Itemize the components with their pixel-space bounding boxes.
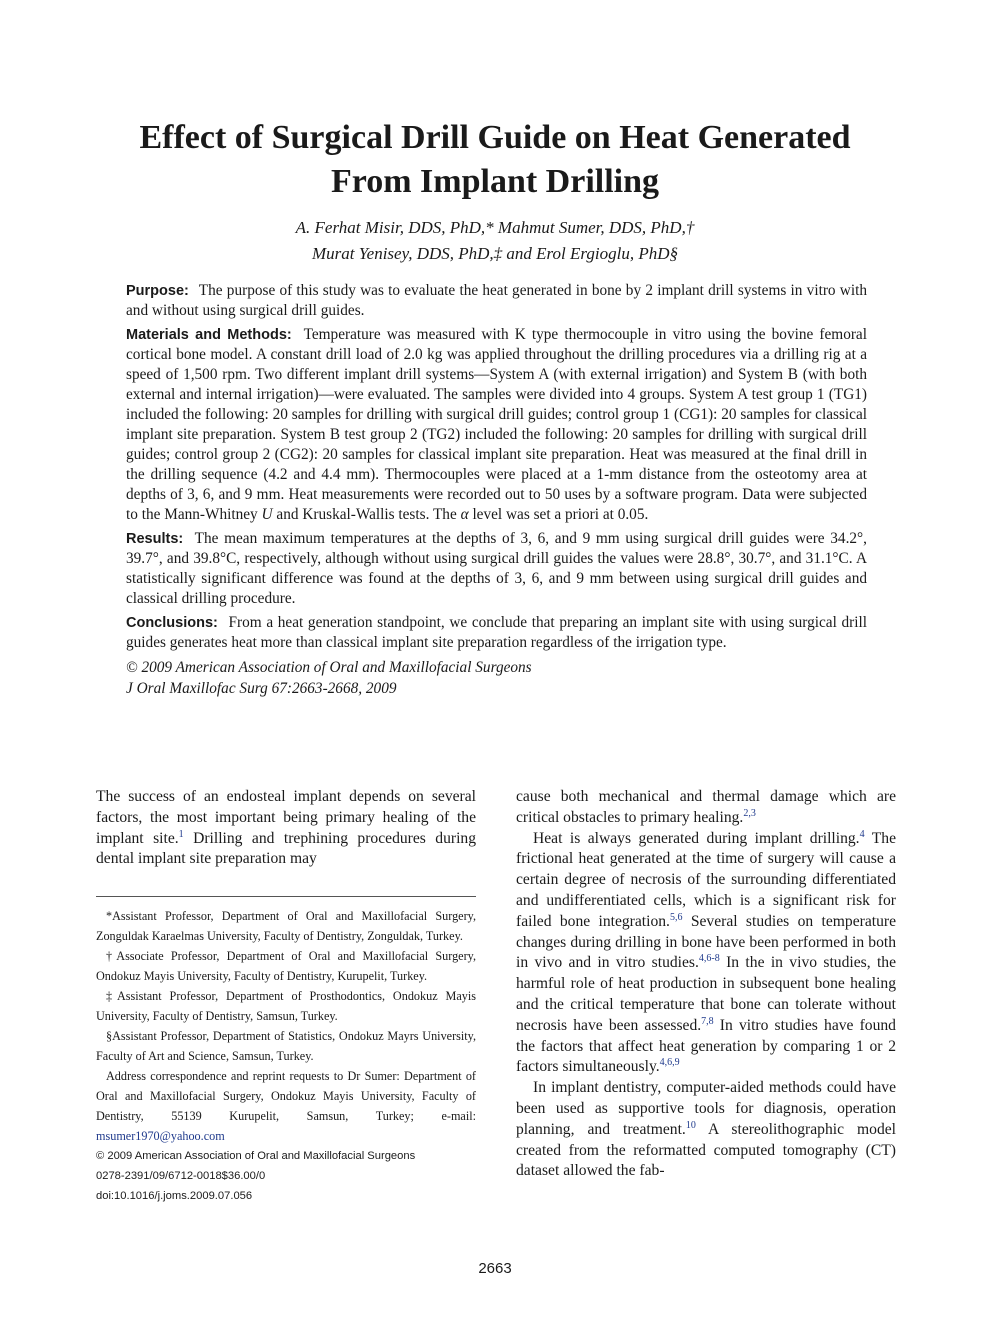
abstract-purpose bbox=[126, 281, 867, 321]
abstract bbox=[126, 281, 867, 699]
footnote: *Assistant Professor, Department of Oral and Maxillofacial Surgery, Zonguldak Karaelmas University, Faculty of Dentistry, Zonguldak, Turkey. bbox=[96, 909, 476, 943]
footnote-text: Address correspondence and reprint requests to Dr Sumer: Department of Oral and Maxillofacial Surgery, Ondokuz Mayis University, Faculty of Dentistry, 55139 Kurupelit, Samsun, Turkey; e-mail: bbox=[96, 1069, 476, 1123]
journal-citation: J Oral Maxillofac Surg 67:2663-2668, 2009 bbox=[126, 680, 397, 697]
reference-link[interactable]: 1 bbox=[178, 828, 184, 840]
body-text: The frictional heat generated at the time of surgery will cause a certain degree of necrosis of the surrounding differentiated and undifferentiated cells, which is a significant risk for failed bone integration. bbox=[516, 829, 896, 930]
reference-link[interactable]: 10 bbox=[685, 1119, 696, 1131]
abstract-text: The mean maximum temperatures at the depths of 3, 6, and 9 mm using surgical drill guides were 34.2°, 39.7°, and 39.8°C, respectively, although without using surgical drill guides the values were 28.8°, 30.7°, and 31.1°C. A statistically significant difference was found at the depths of 3, 6, and 9 mm between using surgical drill guides and classical drilling procedure. bbox=[126, 530, 867, 607]
page-number: 2663 bbox=[478, 1260, 512, 1277]
doi[interactable]: doi:10.1016/j.joms.2009.07.056 bbox=[96, 1190, 253, 1202]
section-label: Results: bbox=[126, 531, 184, 547]
body-paragraph bbox=[516, 787, 896, 829]
body-text: Several studies on temperature changes during drilling in bone have been performed in both in vivo and in vitro studies. bbox=[516, 912, 896, 972]
reference-link[interactable]: 4,6,9 bbox=[659, 1057, 680, 1069]
body-column-right bbox=[516, 787, 896, 1182]
author-line: Murat Yenisey, DDS, PhD,‡ and Erol Ergioglu, PhD§ bbox=[312, 244, 678, 263]
footnote: †Associate Professor, Department of Oral and Maxillofacial Surgery, Ondokuz Mayis University, Faculty of Dentistry, Kurupelit, Turkey. bbox=[96, 949, 476, 983]
abstract-text: The purpose of this study was to evaluate the heat generated in bone by 2 implant drill systems in vitro with and without using surgical drill guides. bbox=[126, 282, 867, 319]
footnote-address bbox=[96, 1066, 476, 1146]
section-label: Conclusions: bbox=[126, 615, 218, 631]
section-label: Purpose: bbox=[126, 283, 189, 299]
body-text: A stereolithographic model created from the reformatted computed tomography (CT) dataset allowed the fab- bbox=[516, 1120, 897, 1180]
publisher-copyright: © 2009 American Association of Oral and Maxillofacial Surgeons bbox=[96, 1150, 416, 1162]
body-column-left bbox=[96, 787, 476, 870]
reference-link[interactable]: 2,3 bbox=[743, 807, 756, 819]
body-text: Heat is always generated during implant drilling. bbox=[533, 829, 860, 847]
body-text: In implant dentistry, computer-aided methods could have been used as supportive tools for diagnosis, operation planning, and treatment. bbox=[516, 1079, 896, 1138]
reference-link[interactable]: 4 bbox=[859, 828, 865, 840]
footnotes bbox=[96, 906, 476, 1206]
author-line: A. Ferhat Misir, DDS, PhD,* Mahmut Sumer, DDS, PhD,† bbox=[295, 218, 695, 237]
footnote: ‡Assistant Professor, Department of Prosthodontics, Ondokuz Mayis University, Faculty of Dentistry, Samsun, Turkey. bbox=[96, 989, 476, 1023]
abstract-copyright: © 2009 American Association of Oral and Maxillofacial Surgeons bbox=[126, 659, 532, 676]
article-title: Effect of Surgical Drill Guide on Heat Generated From Implant Drilling bbox=[139, 119, 851, 200]
body-text: In vitro studies have found the factors that affect heat generation by comparing 1 or 2 factors simultaneously. bbox=[516, 1016, 896, 1076]
abstract-text: From a heat generation standpoint, we conclude that preparing an implant site with using surgical drill guides generates heat more than classical implant site preparation regardless of the irrigation type. bbox=[126, 614, 868, 651]
abstract-text: and Kruskal-Wallis tests. The bbox=[276, 506, 457, 523]
issn-code: 0278-2391/09/6712-0018$36.00/0 bbox=[96, 1170, 266, 1182]
abstract-methods bbox=[126, 325, 867, 525]
body-paragraph bbox=[96, 787, 476, 870]
body-text: Drilling and trephining procedures during dental implant site preparation may bbox=[96, 829, 477, 868]
abstract-conclusions bbox=[126, 613, 867, 653]
abstract-results bbox=[126, 529, 867, 609]
stat-symbol: U bbox=[261, 506, 273, 523]
body-paragraph bbox=[516, 1078, 896, 1182]
body-text: The success of an endosteal implant depends on several factors, the most important being primary healing of the implant site. bbox=[96, 788, 476, 847]
footnote-divider bbox=[96, 896, 476, 897]
reference-link[interactable]: 4,6-8 bbox=[698, 953, 720, 965]
abstract-text: level was set a priori at 0.05. bbox=[472, 506, 649, 523]
footnote: §Assistant Professor, Department of Statistics, Ondokuz Mayrs University, Faculty of Art and Science, Samsun, Turkey. bbox=[96, 1029, 476, 1063]
body-text: In the in vivo studies, the harmful role of heat production in subsequent bone healing and the critical temperature that bone can tolerate without necrosis have been assessed. bbox=[516, 954, 896, 1034]
section-label: Materials and Methods: bbox=[126, 327, 292, 343]
body-text: cause both mechanical and thermal damage which are critical obstacles to primary healing. bbox=[516, 788, 896, 826]
author-list bbox=[160, 215, 830, 267]
email-link[interactable]: msumer1970@yahoo.com bbox=[96, 1129, 225, 1143]
reference-link[interactable]: 5,6 bbox=[669, 911, 683, 923]
abstract-text: Temperature was measured with K type thermocouple in vitro using the bovine femoral cortical bone model. A constant drill load of 2.0 kg was applied throughout the drilling procedures via a drilling rig at a speed of 1,500 rpm. Two different implant drill systems—System A (with external irrigation) and System B (with both external and internal irrigation)—were evaluated. The samples were divided into 4 groups. System A test group 1 (TG1) included the following: 20 samples for drilling with surgical drill guides; control group 1 (CG1): 20 samples for classical implant site preparation. System B test group 2 (TG2) included the following: 20 samples for drilling with surgical drill guides; control group 2 (CG2): 20 samples for classical implant site preparation. Heat was measured at the final drill in the drilling sequence (4.2 and 4.4 mm). Thermocouples were placed at a 1-mm distance from the osteotomy area at depths of 3, 6, and 9 mm. Heat measurements were recorded out to 50 uses by a software program. Data were subjected to the Mann-Whitney bbox=[126, 326, 867, 523]
body-paragraph bbox=[516, 829, 896, 1079]
reference-link[interactable]: 7,8 bbox=[701, 1015, 714, 1027]
stat-symbol: α bbox=[460, 506, 469, 523]
